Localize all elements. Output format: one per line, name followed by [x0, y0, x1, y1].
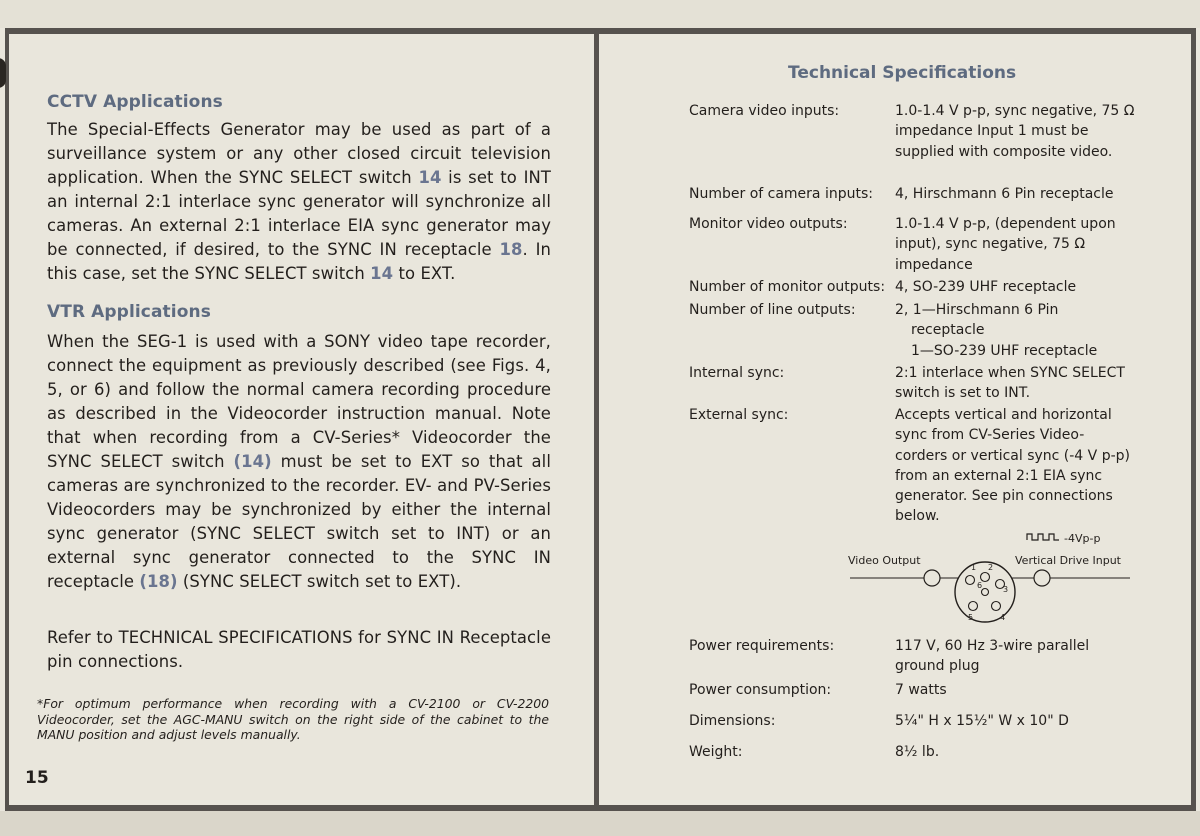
vtr-ref-1: (14) [233, 452, 272, 471]
vtr-heading: VTR Applications [47, 302, 211, 322]
vtr-ref-2: (18) [139, 572, 178, 591]
cctv-ref-1: 14 [418, 168, 442, 187]
spec-value-line: receptacle [911, 322, 985, 339]
pin-number-4: 4 [1000, 613, 1006, 622]
vertical-drive-input-label: Vertical Drive Input [1015, 554, 1121, 567]
pin-number-2: 2 [988, 563, 994, 572]
spec-value: 7 watts [895, 682, 947, 698]
spec-label: External sync: [689, 407, 789, 423]
refer-paragraph: Refer to TECHNICAL SPECIFICATIONS for SYNC IN Receptacle pin connections. [47, 628, 551, 671]
spec-value: 8½ lb. [895, 744, 940, 760]
vtr-text-2: must be set to EXT so that all cameras are synchronized to the recorder. EV- and PV-Series Videocorders may be synchronized by either the internal sync generator (SYNC SELECT switch set to INT) or an external sync generator connected to the SYNC IN receptacle [47, 452, 551, 591]
cctv-text-1: The Special-Effects Generator may be used as part of a surveillance system or any other closed circuit television application. When the SYNC SELECT switch [47, 120, 551, 187]
spec-label: Power requirements: [689, 638, 835, 654]
top-band [0, 0, 1200, 28]
cctv-paragraph [47, 118, 551, 286]
pin-number-1: 1 [971, 563, 977, 572]
pin-number-6: 6 [977, 581, 983, 590]
spec-label: Internal sync: [689, 365, 785, 381]
cctv-text-3: . In this case, set the SYNC SELECT switch [47, 240, 551, 283]
spec-value: 1.0-1.4 V p-p, (dependent upon input), sync negative, 75 Ω impedance [895, 216, 1116, 273]
video-output-jack-icon [924, 570, 940, 586]
spec-label: Camera video inputs: [689, 103, 840, 119]
center-gutter [594, 28, 599, 811]
tech-spec-title: Technical Specifications [788, 63, 1017, 83]
spec-label: Monitor video outputs: [689, 216, 848, 232]
spec-value: 5¼" H x 15½" W x 10" D [895, 713, 1069, 729]
cctv-text-2: is set to INT an internal 2:1 interlace sync generator will synchronize all cameras. An external 2:1 interlace EIA sync generator may be connected, if desired, to the SYNC IN receptacle [47, 168, 551, 259]
spec-value [895, 300, 1135, 361]
spec-value-line: 2, 1—Hirschmann 6 Pin [895, 302, 1059, 318]
spec-label: Weight: [689, 744, 743, 760]
vtr-text-1: When the SEG-1 is used with a SONY video tape recorder, connect the equipment as previously described (see Figs. 4, 5, or 6) and follow the normal camera recording procedure as described in the Videocorder instruction manual. Note that when recording from a CV-Series* Videocorder the SYNC SELECT switch [47, 332, 551, 471]
spec-value: 1.0-1.4 V p-p, sync negative, 75 Ω impedance Input 1 must be supplied with composite video. [895, 103, 1135, 160]
spec-label: Number of monitor outputs: [689, 279, 886, 295]
bottom-strip [0, 811, 1200, 836]
binding-mark [0, 58, 6, 88]
footnote: *For optimum performance when recording with a CV-2100 or CV-2200 Videocorder, set the AGC-MANU switch on the right side of the cabinet to the MANU position and adjust levels manually. [37, 696, 549, 742]
cctv-heading: CCTV Applications [47, 92, 223, 112]
spec-value: 2:1 interlace when SYNC SELECT switch is set to INT. [895, 365, 1125, 402]
spec-label: Number of camera inputs: [689, 186, 873, 202]
cctv-text-4: to EXT. [393, 264, 456, 283]
vertical-drive-jack-icon [1034, 570, 1050, 586]
video-output-label: Video Output [848, 554, 921, 567]
cctv-ref-3: 14 [370, 264, 394, 283]
spec-value: 4, Hirschmann 6 Pin receptacle [895, 186, 1114, 202]
spec-value: Accepts vertical and horizontal sync from CV-Series Video-corders or vertical sync (-4 V p-p) from an external 2:1 EIA sync generator. See pin connections below. [895, 407, 1130, 525]
page-number: 15 [25, 768, 49, 788]
spec-value: 4, SO-239 UHF receptacle [895, 279, 1077, 295]
spec-value: 117 V, 60 Hz 3-wire parallel ground plug [895, 638, 1090, 675]
vtr-text-3: (SYNC SELECT switch set to EXT). [177, 572, 462, 591]
spec-value-line: 1—SO-239 UHF receptacle [911, 342, 1098, 359]
pin-number-5: 5 [968, 613, 974, 622]
spec-label: Dimensions: [689, 713, 776, 729]
sync-pin-diagram [842, 530, 1134, 630]
pin-number-3: 3 [1003, 585, 1009, 594]
vtr-paragraph [47, 330, 551, 594]
spec-label: Power consumption: [689, 682, 832, 698]
pulse-waveform-icon [1027, 534, 1059, 540]
cctv-ref-2: 18 [499, 240, 523, 259]
spec-label: Number of line outputs: [689, 302, 856, 318]
pulse-amplitude-label: -4Vp-p [1064, 532, 1101, 545]
